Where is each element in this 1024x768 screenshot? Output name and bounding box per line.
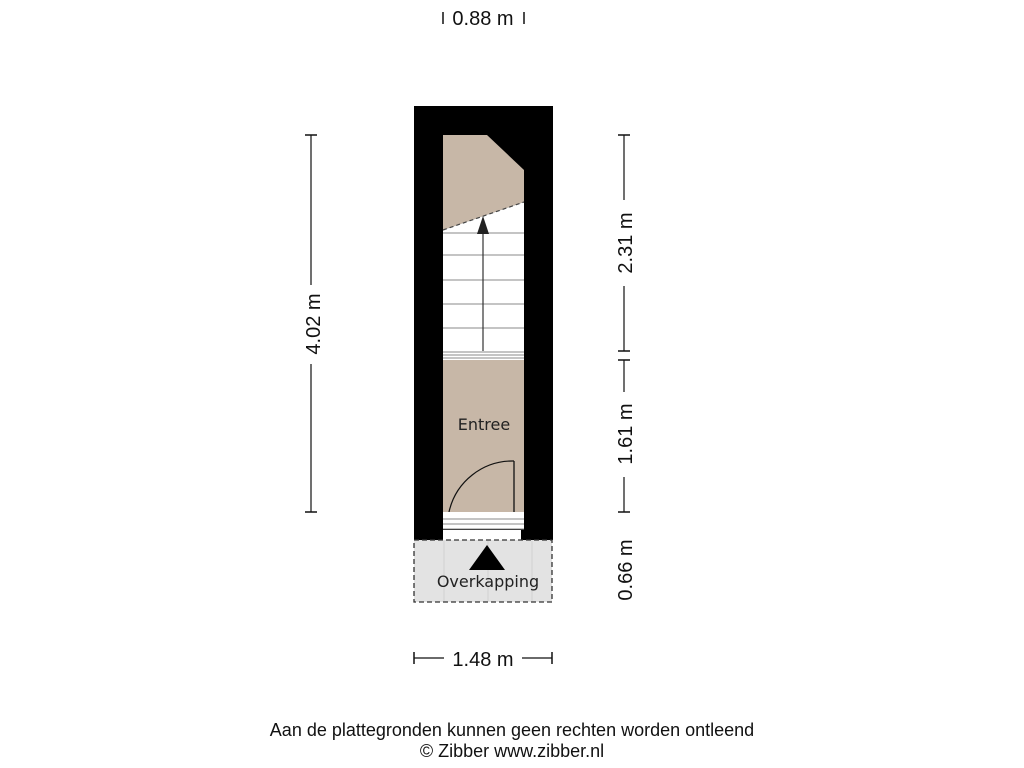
- threshold-door: [443, 512, 524, 529]
- overkapping-label: Overkapping: [436, 572, 540, 591]
- dimension-top-label: 0.88 m: [452, 8, 514, 30]
- threshold-upper: [443, 351, 524, 360]
- dimension-bottom-label: 1.48 m: [452, 649, 514, 671]
- dimension-bottom: [414, 649, 552, 671]
- overkapping-area: [414, 540, 552, 602]
- dimension-right-overkapping: [615, 539, 637, 600]
- entree-floor: [443, 360, 524, 512]
- dimension-right-stair: [615, 135, 637, 351]
- footer-disclaimer: Aan de plattegronden kunnen geen rechten worden ontleend: [269, 720, 755, 740]
- dimension-right-entree-label: 1.61 m: [615, 403, 637, 465]
- dimension-right-entree: [615, 360, 637, 512]
- dimension-right-stair-label: 2.31 m: [615, 212, 637, 274]
- dimension-top: [443, 8, 524, 30]
- dimension-left-label: 4.02 m: [303, 293, 325, 355]
- dimension-left: [303, 135, 325, 512]
- entree-label: Entree: [457, 415, 511, 434]
- dimension-right-overkapping-label: 0.66 m: [615, 539, 637, 601]
- footer-copyright: © Zibber www.zibber.nl: [419, 741, 605, 761]
